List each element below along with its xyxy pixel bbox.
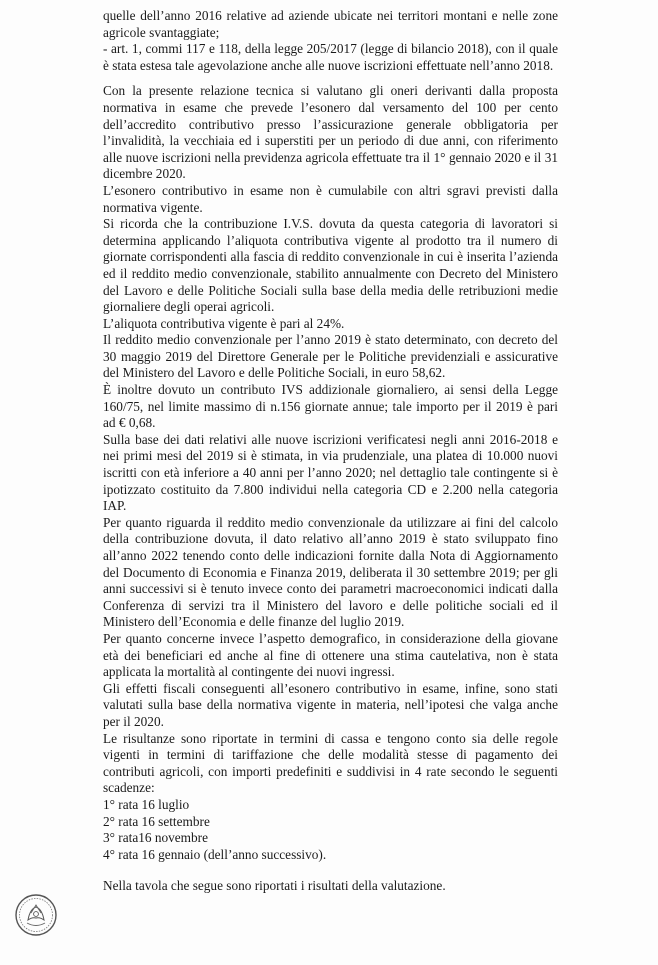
paragraph-non-cumulable: L’esonero contributivo in esame non è cumulabile con altri sgravi previsti dalla normativa vigente. <box>103 182 558 215</box>
paragraph-continuation: quelle dell’anno 2016 relative ad aziende ubicate nei territori montani e nelle zone agricole svantaggiate; <box>103 8 558 40</box>
paragraph-closing: Nella tavola che segue sono riportati i risultati della valutazione. <box>103 878 446 894</box>
paragraph-new-registrations: Sulla base dei dati relativi alle nuove iscrizioni verificatesi negli anni 2016-2018 e nei primi mesi del 2019 si è stimata, in via prudenziale, una platea di 10.000 nuovi iscritti con età inferiore a 40 anni per l’anno 2020; nel dettaglio tale contingente si è ipotizzato costituito da 7.800 individui nella categoria CD e 2.200 nella categoria IAP. <box>103 431 558 514</box>
body-text <box>103 8 558 895</box>
paragraph-ivs-contribution: Si ricorda che la contribuzione I.V.S. dovuta da questa categoria di lavoratori si determina applicando l’aliquota contributiva vigente al prodotto tra il numero di giornate corrispondenti alla fascia di reddito convenzionale in cui è inserita l’azienda ed il reddito medio convenzionale, stabilito annualmente con Decreto del Ministero del Lavoro e delle Politiche Sociali sulla base della media delle retribuzioni medie giornaliere degli operai agricoli. <box>103 216 558 315</box>
paragraph-results: Le risultanze sono riportate in termini di cassa e tengono conto sia delle regole vigenti in termini di tariffazione che delle modalità stesse di pagamento dei contributi agricoli, con importi predefiniti e suddivisi in 4 rate secondo le seguenti scadenze: <box>103 730 558 796</box>
schedule-item: 3° rata16 novembre <box>103 830 209 846</box>
paragraph-rate: L’aliquota contributiva vigente è pari al 24%. <box>103 315 345 331</box>
paragraph-conventional-income: Per quanto riguarda il reddito medio convenzionale da utilizzare ai fini del calcolo della contribuzione dovuta, il dato relativo all’anno 2019 è stato sviluppato fino all’anno 2022 tenendo conto delle indicazioni fornite dalla Nota di Aggiornamento del Documento di Economia e Finanza 2019, deliberata il 30 settembre 2019; per gli anni successivi si è tenuto invece conto dei parametri macroeconomici indicati dalla Conferenza di servizi tra il Ministero del lavoro e delle politiche sociali ed il Ministero dell’Economia e delle finanze del luglio 2019. <box>103 514 558 630</box>
official-seal-icon <box>14 893 58 937</box>
paragraph-law-reference: - art. 1, commi 117 e 118, della legge 205/2017 (legge di bilancio 2018), con il quale è stata estesa tale agevolazione anche alle nuove iscrizioni effettuate nell’anno 2018. <box>103 41 558 73</box>
paragraph-additional-contribution: È inoltre dovuto un contributo IVS addizionale giornaliero, ai sensi della Legge 160/75, nel limite massimo di n.156 giornate annue; tale importo per il 2019 è pari ad € 0,68. <box>103 382 558 431</box>
paragraph-average-income: Il reddito medio convenzionale per l’anno 2019 è stato determinato, con decreto del 30 maggio 2019 del Direttore Generale per le Politiche previdenziali e assicurative del Ministero del Lavoro e delle Politiche Sociali, in euro 58,62. <box>103 332 558 381</box>
paragraph-demographic: Per quanto concerne invece l’aspetto demografico, in considerazione della giovane età dei beneficiari ed anche al fine di ottenere una stima cautelativa, non è stata applicata la mortalità al contingente dei nuovi ingressi. <box>103 630 558 680</box>
schedule-item: 2° rata 16 settembre <box>103 813 210 829</box>
paragraph-technical-report: Con la presente relazione tecnica si valutano gli oneri derivanti dalla proposta normativa in esame che prevede l’esonero dal versamento del 100 per cento dell’accredito contributivo presso l’assicurazione generale obbligatoria per l’invalidità, la vecchiaia ed i superstiti per un periodo di due anni, con riferimento alle nuove iscrizioni nella previdenza agricola effettuate tra il 1° gennaio 2020 e il 31 dicembre 2020. <box>103 83 558 182</box>
paragraph-fiscal-effects: Gli effetti fiscali conseguenti all’esonero contributivo in esame, infine, sono stati valutati sulla base della normativa vigente in materia, nell’ipotesi che valga anche per il 2020. <box>103 680 558 729</box>
schedule-item: 4° rata 16 gennaio (dell’anno successivo). <box>103 846 327 862</box>
schedule-item: 1° rata 16 luglio <box>103 796 190 812</box>
